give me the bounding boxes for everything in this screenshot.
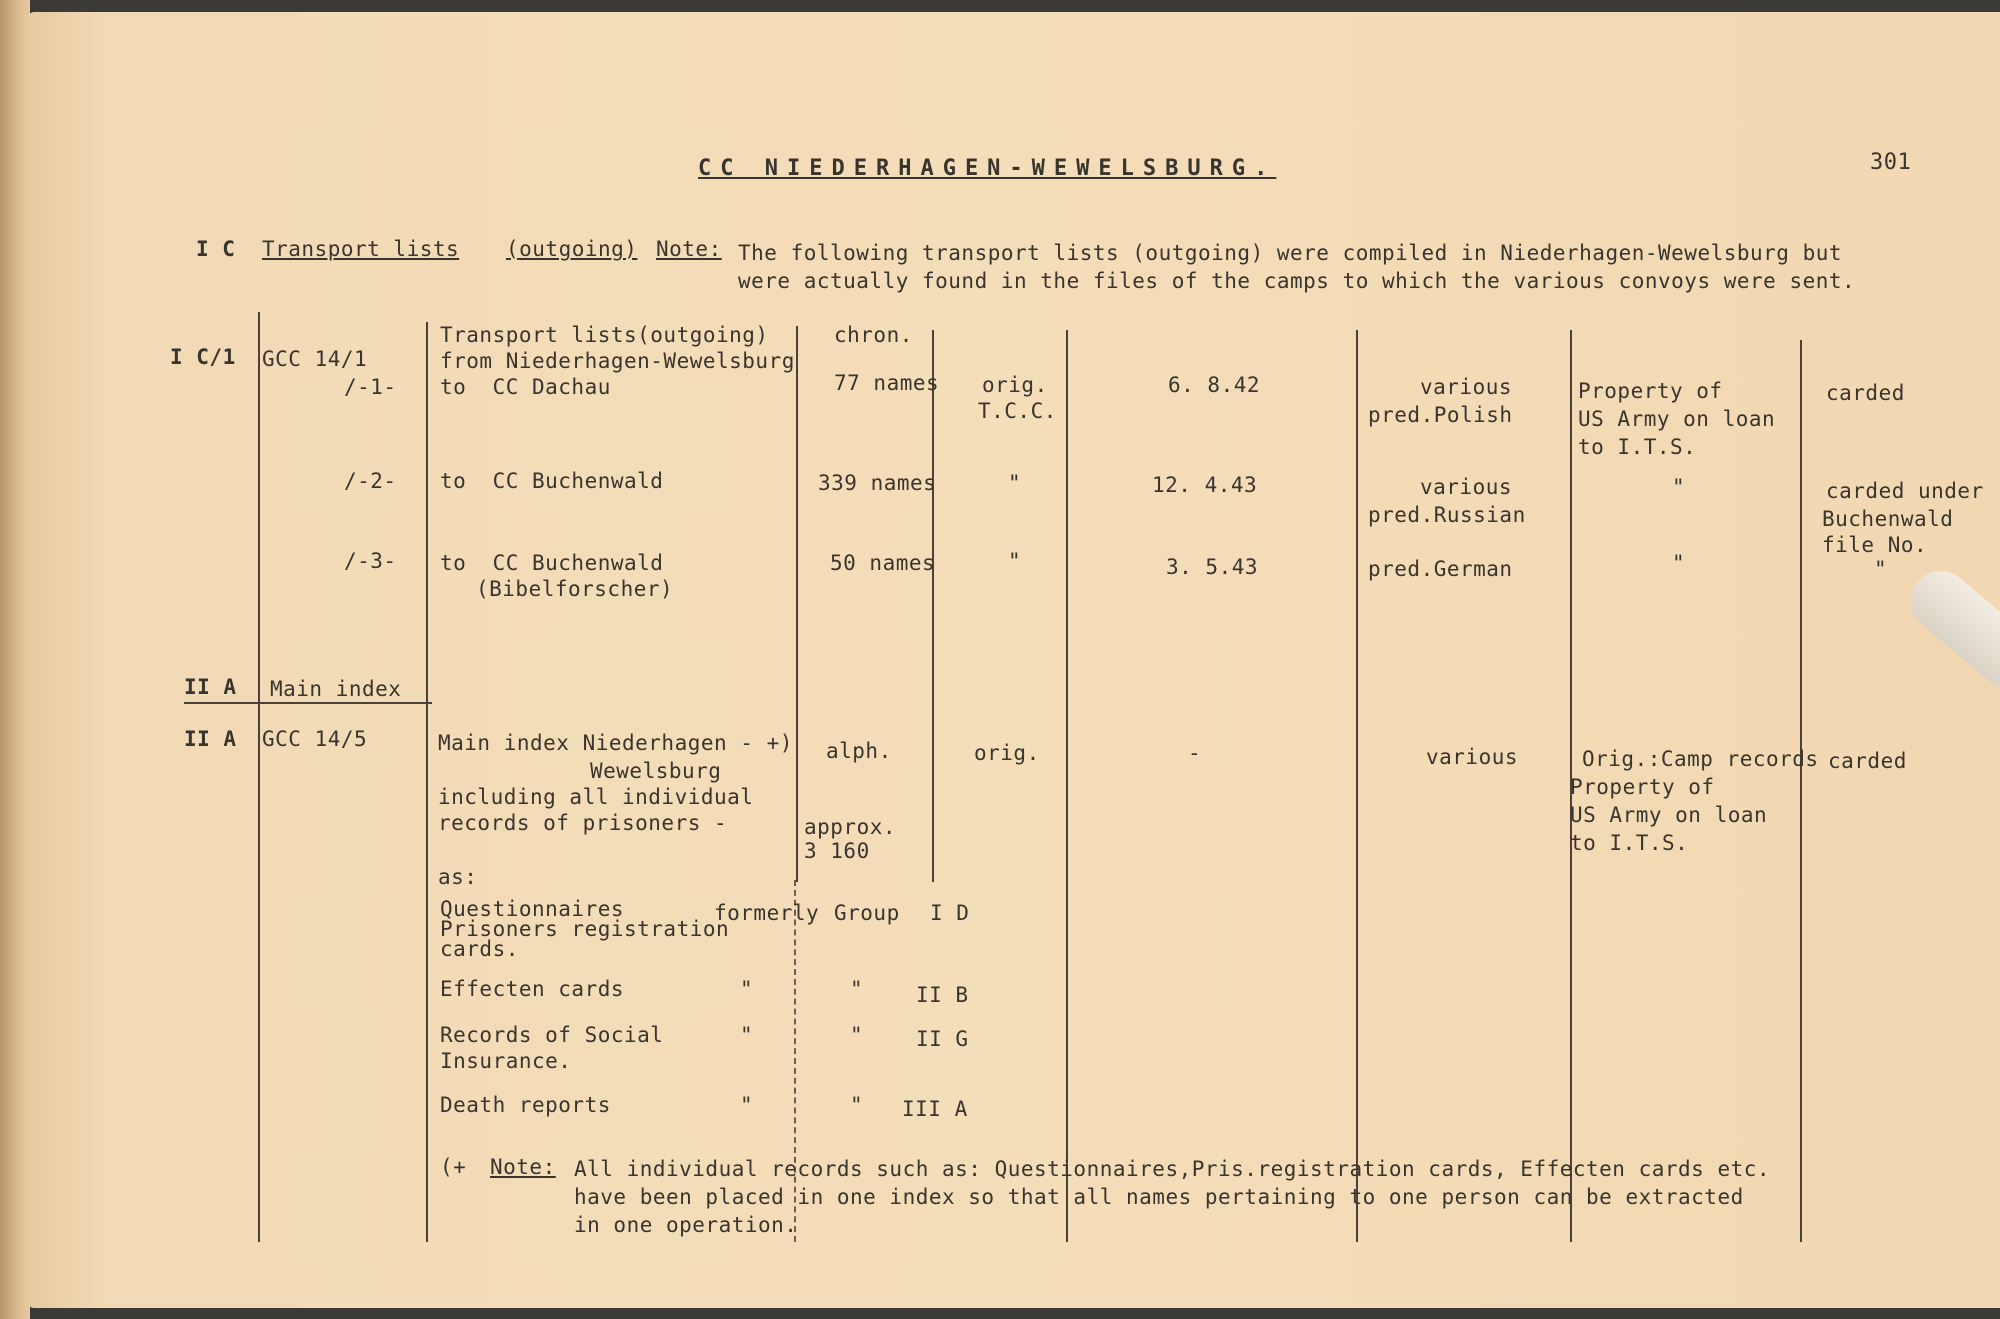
remark: file No.	[1822, 533, 1928, 557]
sub-number: /-3-	[344, 549, 397, 573]
column-rule	[796, 326, 798, 882]
section-heading: Main index	[270, 677, 402, 701]
date: 3. 5.43	[1166, 555, 1259, 579]
index-desc: including all individual	[438, 785, 754, 809]
nationality: various	[1420, 375, 1513, 399]
record-item: Death reports	[440, 1093, 611, 1117]
book-spine	[0, 0, 30, 1319]
document-page	[28, 12, 2000, 1308]
remark: carded	[1826, 381, 1905, 405]
record-item: Prisoners registration	[440, 917, 730, 941]
property: US Army on loan	[1578, 407, 1776, 431]
ditto-mark: "	[740, 1093, 754, 1117]
group-code: I D	[930, 901, 970, 925]
ditto-mark: "	[740, 977, 754, 1001]
nationality: various	[1420, 475, 1513, 499]
gcc-number: GCC 14/5	[262, 727, 368, 751]
approx-count: 3 160	[804, 839, 870, 863]
date: -	[1188, 741, 1202, 765]
destination: to CC Dachau	[440, 375, 611, 399]
note-label: Note:	[656, 237, 722, 261]
sub-number: /-1-	[344, 375, 397, 399]
record-kind: orig.	[982, 373, 1048, 397]
record-item: cards.	[440, 937, 519, 961]
former-group-label: formerly	[714, 901, 820, 925]
transport-desc: Transport lists(outgoing)	[440, 323, 769, 347]
column-rule	[426, 322, 428, 1242]
record-kind: "	[1008, 471, 1022, 495]
ditto-mark: "	[850, 1023, 864, 1047]
group-code: III A	[902, 1097, 968, 1121]
remark: carded under	[1826, 479, 1984, 503]
footnote-line: have been placed in one index so that all names pertaining to one person can be extracted	[574, 1185, 1744, 1209]
index-desc: records of prisoners -	[438, 811, 728, 835]
group-code: II B	[916, 983, 969, 1007]
column-rule	[1800, 340, 1802, 1242]
destination: to CC Buchenwald	[440, 551, 664, 575]
name-count: 77 names	[834, 371, 940, 395]
ditto-mark: "	[850, 1093, 864, 1117]
column-rule	[1066, 330, 1068, 1242]
footnote-prefix: (+	[440, 1155, 467, 1179]
nationality: various	[1426, 745, 1519, 769]
date: 12. 4.43	[1152, 473, 1258, 497]
approx-label: approx.	[804, 815, 897, 839]
record-kind: "	[1008, 549, 1022, 573]
ditto-mark: "	[740, 1023, 754, 1047]
section-heading: Transport lists	[262, 237, 460, 261]
section-code: I C	[196, 237, 236, 261]
page-number: 301	[1870, 150, 1912, 175]
property: "	[1672, 475, 1686, 499]
date: 6. 8.42	[1168, 373, 1261, 397]
nationality: pred.Polish	[1368, 403, 1513, 427]
destination: to CC Buchenwald	[440, 469, 664, 493]
property: Property of	[1570, 775, 1715, 799]
record-item: Effecten cards	[440, 977, 625, 1001]
note-line-1: The following transport lists (outgoing) were compiled in Niederhagen-Wewelsburg but	[738, 241, 1843, 265]
property: to I.T.S.	[1570, 831, 1689, 855]
remark: Buchenwald	[1822, 507, 1954, 531]
index-desc: Wewelsburg	[590, 759, 722, 783]
property: "	[1672, 551, 1686, 575]
page-title: CC NIEDERHAGEN-WEWELSBURG.	[698, 156, 1277, 181]
property: to I.T.S.	[1578, 435, 1697, 459]
footnote-line: in one operation.	[574, 1213, 798, 1237]
record-kind: T.C.C.	[978, 399, 1057, 423]
section-heading-paren: (outgoing)	[506, 237, 638, 261]
footnote-label: Note:	[490, 1155, 556, 1179]
destination: (Bibelforscher)	[476, 577, 674, 601]
note-line-2: were actually found in the files of the camps to which the various convoys were sent.	[738, 269, 1856, 293]
sub-number: /-2-	[344, 469, 397, 493]
footnote-line: All individual records such as: Questionnaires,Pris.registration cards, Effecten cards etc.	[574, 1157, 1771, 1181]
group-code: II G	[916, 1027, 969, 1051]
nationality: pred.German	[1368, 557, 1513, 581]
gcc-number: GCC 14/1	[262, 347, 368, 371]
name-count: 50 names	[830, 551, 936, 575]
former-group-label: Group	[834, 901, 900, 925]
remark: carded	[1828, 749, 1907, 773]
column-rule	[932, 330, 934, 882]
order-type: chron.	[834, 323, 913, 347]
column-rule	[1356, 330, 1358, 1242]
name-count: 339 names	[818, 471, 937, 495]
record-kind: orig.	[974, 741, 1040, 765]
property: Orig.:Camp records	[1582, 747, 1819, 771]
column-rule	[258, 312, 260, 1242]
transport-desc: from Niederhagen-Wewelsburg	[440, 349, 795, 373]
record-item: Insurance.	[440, 1049, 572, 1073]
heading-underline	[184, 702, 432, 704]
section-code: II A	[184, 675, 237, 699]
ref-code: II A	[184, 727, 237, 751]
property: US Army on loan	[1570, 803, 1768, 827]
order-type: alph.	[826, 739, 892, 763]
index-desc: Main index Niederhagen - +)	[438, 731, 793, 755]
index-desc: as:	[438, 865, 478, 889]
ref-code: I C/1	[170, 345, 236, 369]
record-item: Questionnaires	[440, 897, 625, 921]
record-item: Records of Social	[440, 1023, 664, 1047]
ditto-mark: "	[850, 977, 864, 1001]
remark: "	[1874, 557, 1888, 581]
property: Property of	[1578, 379, 1723, 403]
nationality: pred.Russian	[1368, 503, 1526, 527]
